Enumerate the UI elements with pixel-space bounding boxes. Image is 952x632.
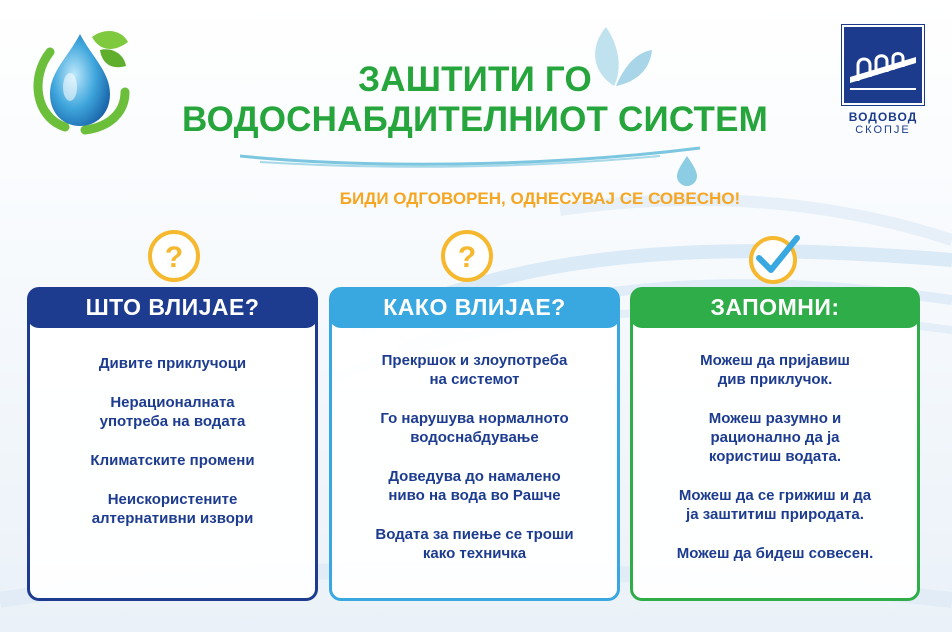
svg-text:?: ?: [457, 241, 477, 274]
question-mark-icon: [437, 226, 497, 286]
column-items: [638, 351, 912, 583]
list-item: Доведува до намалено ниво на вода во Рашче: [388, 468, 561, 504]
list-item: Можеш да се грижиш и да ја заштитиш природата.: [678, 487, 872, 523]
list-item: Неискористените алтернативни извори: [91, 491, 254, 527]
logo-name-line-2: СКОПЈЕ: [855, 124, 911, 136]
slogan: БИДИ ОДГОВОРЕН, ОДНЕСУВАЈ СЕ СОВЕСНО!: [339, 189, 741, 208]
title-line-2: ВОДОСНАБДИТЕЛНИОТ СИСТЕМ: [182, 100, 768, 139]
column-header: ЗАПОМНИ:: [630, 287, 920, 328]
logo-name-line-1: ВОДОВОД: [848, 110, 918, 124]
list-item: Можеш да пријавиш див приклучок.: [700, 352, 850, 388]
column-what-affects: [27, 287, 318, 601]
question-mark-icon: [144, 226, 204, 286]
column-items: [337, 351, 612, 583]
checkmark-icon: [745, 226, 805, 286]
water-drop-recycle-icon: [30, 22, 130, 137]
svg-text:?: ?: [164, 241, 184, 274]
column-how-affects: [329, 287, 620, 601]
list-item: Водата за пиење се троши како техничка: [375, 526, 574, 562]
column-remember: [630, 287, 920, 601]
column-header: ШТО ВЛИЈАЕ?: [27, 287, 318, 328]
list-item: Нерационалната употреба на водата: [99, 394, 246, 430]
column-items: [35, 354, 310, 548]
list-item: Можеш да бидеш совесен.: [676, 545, 874, 562]
vodovod-skopje-logo: [840, 25, 926, 135]
title-line-1: ЗАШТИТИ ГО: [358, 60, 592, 99]
water-swoosh-decoration: [240, 138, 720, 188]
list-item: Прекршок и злоупотреба на системот: [381, 352, 568, 388]
list-item: Дивите приклучоци: [98, 355, 247, 372]
aqueduct-logo-icon: [842, 25, 924, 105]
list-item: Го нарушува нормалното водоснабдување: [380, 410, 569, 446]
page-title: [150, 60, 800, 140]
list-item: Можеш разумно и рационално да ја користиш водата.: [708, 410, 842, 465]
list-item: Климатските промени: [90, 452, 255, 469]
column-header: КАКО ВЛИЈАЕ?: [329, 287, 620, 328]
